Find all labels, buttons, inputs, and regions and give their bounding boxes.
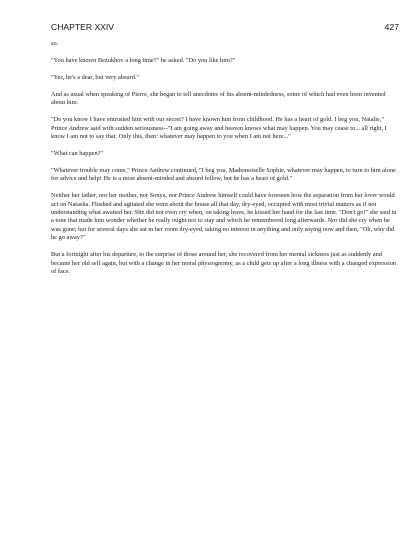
paragraph: "Whatever trouble may come," Prince Andrew continued, "I beg you, Mademoiselle Sophie, whatever may happen, to turn to him alone for advice and help! He is a most absent-minded and absurd fellow, but he has a heart of gold."	[51, 166, 396, 183]
page-body	[51, 40, 399, 276]
paragraph: Neither her father, nor her mother, nor Sonya, nor Prince Andrew himself could have foreseen how the separation from her lover would act on Natasha. Flushed and agitated she went about the house all that day, dry-eyed, occupied with most trivial matters as if not understanding what awaited her. She did not even cry when, on taking leave, he kissed her hand for the last time. "Don't go!" she said in a tone that made him wonder whether he really ought not to stay and which he remembered long afterwards. Nor did she cry when he was gone; but for several days she sat in her room dry-eyed, taking no interest in anything and only saying now and then, "Oh, why did he go away?"	[51, 192, 397, 242]
paragraph: But a fortnight after his departure, to the surprise of those around her, she recovered from her mental sickness just as suddenly and became her old self again, but with a change in her moral physiognomy, as a child gets up after a long illness with a changed expression of face.	[51, 251, 397, 276]
paragraph: "You have known Bezukhov a long time?" he asked. "Do you like him?"	[51, 56, 236, 64]
paragraph: so.	[51, 40, 59, 47]
paragraph: "Do you know I have entrusted him with our secret? I have known him from childhood. He has a heart of gold. I beg you, Natalie," Prince Andrew said with sudden seriousness--"I am going away and heaven knows what may happen. You may cease to... all right, I know I am not to say that. Only this, then: whatever may happen to you when I am not here..."	[51, 116, 387, 140]
page-number: 427	[384, 22, 399, 32]
paragraph: "What can happen?"	[51, 149, 104, 157]
paragraph: And as usual when speaking of Pierre, she began to tell anecdotes of his absent-mindedness, some of which had even been invented about him.	[51, 90, 386, 107]
paragraph: "Yes, he's a dear, but very absurd."	[51, 73, 140, 81]
chapter-title: CHAPTER XXIV	[51, 22, 115, 32]
book-page	[51, 22, 399, 285]
page-header	[51, 22, 399, 32]
